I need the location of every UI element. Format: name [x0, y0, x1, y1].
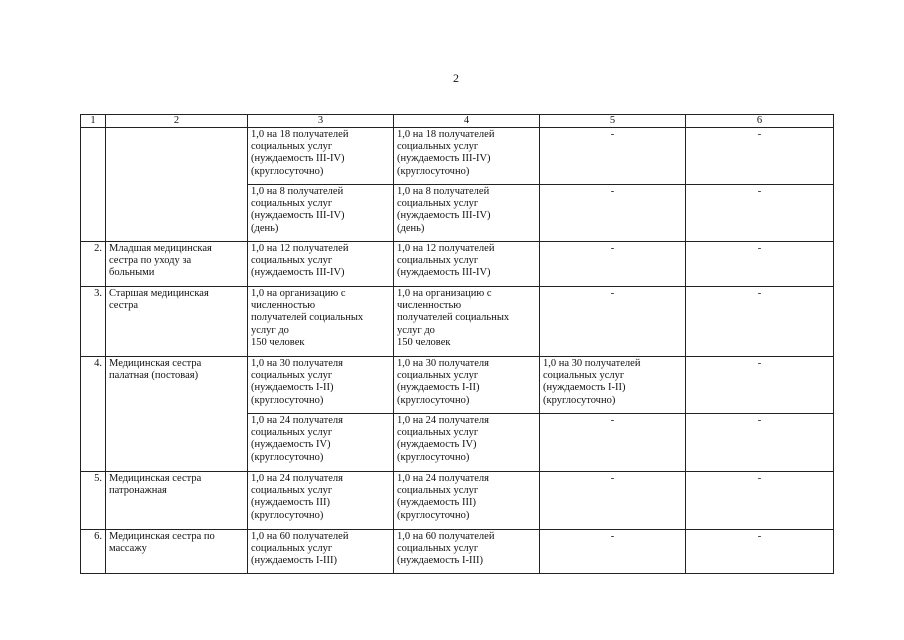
norm-cell: 1,0 на 24 получателя социальных услуг (нуждаемость III) (круглосуточно) [248, 472, 394, 530]
row-number: 4. [81, 357, 106, 472]
row-number: 3. [81, 287, 106, 357]
position-name: Медицинская сестра по массажу [106, 530, 248, 574]
norm-cell: 1,0 на 24 получателя социальных услуг (нуждаемость III) (круглосуточно) [394, 472, 540, 530]
norm-cell: 1,0 на 12 получателей социальных услуг (нуждаемость III-IV) [248, 242, 394, 287]
norm-cell: - [540, 128, 686, 185]
norm-cell: 1,0 на 60 получателей социальных услуг (нуждаемость I-III) [394, 530, 540, 574]
norm-cell: - [540, 472, 686, 530]
norm-cell: 1,0 на 30 получателя социальных услуг (нуждаемость I-II) (круглосуточно) [394, 357, 540, 414]
norm-cell: - [540, 530, 686, 574]
norm-cell: 1,0 на 24 получателя социальных услуг (нуждаемость IV) (круглосуточно) [394, 414, 540, 472]
table-row [81, 287, 834, 357]
header-cell: 6 [686, 115, 834, 128]
table-row [81, 472, 834, 530]
norm-cell: - [686, 128, 834, 185]
position-name: Старшая медицинская сестра [106, 287, 248, 357]
norm-cell: - [540, 242, 686, 287]
page-number: 2 [453, 71, 459, 85]
norm-cell: 1,0 на организацию с численностью получателей социальных услуг до 150 человек [394, 287, 540, 357]
norm-cell: 1,0 на 8 получателей социальных услуг (нуждаемость III-IV) (день) [394, 185, 540, 242]
row-number [81, 128, 106, 242]
position-name: Младшая медицинская сестра по уходу за больными [106, 242, 248, 287]
header-cell: 1 [81, 115, 106, 128]
norm-cell: - [686, 530, 834, 574]
norm-cell: - [540, 414, 686, 472]
header-cell: 3 [248, 115, 394, 128]
row-number: 2. [81, 242, 106, 287]
norm-cell: - [686, 414, 834, 472]
position-name: Медицинская сестра палатная (постовая) [106, 357, 248, 472]
norm-cell: 1,0 на 18 получателей социальных услуг (нуждаемость III-IV) (круглосуточно) [394, 128, 540, 185]
staffing-table [80, 114, 834, 574]
table-row [81, 530, 834, 574]
header-cell: 4 [394, 115, 540, 128]
norm-cell: 1,0 на 30 получателя социальных услуг (нуждаемость I-II) (круглосуточно) [248, 357, 394, 414]
norm-cell: 1,0 на 8 получателей социальных услуг (нуждаемость III-IV) (день) [248, 185, 394, 242]
header-cell: 5 [540, 115, 686, 128]
norm-cell: 1,0 на 24 получателя социальных услуг (нуждаемость IV) (круглосуточно) [248, 414, 394, 472]
norm-cell: - [540, 185, 686, 242]
norm-cell: - [686, 242, 834, 287]
norm-cell: - [686, 287, 834, 357]
table-row [81, 242, 834, 287]
norm-cell: - [540, 287, 686, 357]
header-cell: 2 [106, 115, 248, 128]
norm-cell: 1,0 на 30 получателей социальных услуг (нуждаемость I-II) (круглосуточно) [540, 357, 686, 414]
norm-cell: 1,0 на 60 получателей социальных услуг (нуждаемость I-III) [248, 530, 394, 574]
norm-cell: 1,0 на 18 получателей социальных услуг (нуждаемость III-IV) (круглосуточно) [248, 128, 394, 185]
row-number: 5. [81, 472, 106, 530]
table-row [81, 357, 834, 414]
table-row [81, 128, 834, 185]
row-number: 6. [81, 530, 106, 574]
position-name [106, 128, 248, 242]
position-name: Медицинская сестра патронажная [106, 472, 248, 530]
norm-cell: 1,0 на 12 получателей социальных услуг (нуждаемость III-IV) [394, 242, 540, 287]
norm-cell: - [686, 185, 834, 242]
norm-cell: - [686, 357, 834, 414]
norm-cell: - [686, 472, 834, 530]
norm-cell: 1,0 на организацию с численностью получателей социальных услуг до 150 человек [248, 287, 394, 357]
table-header-row [81, 115, 834, 128]
